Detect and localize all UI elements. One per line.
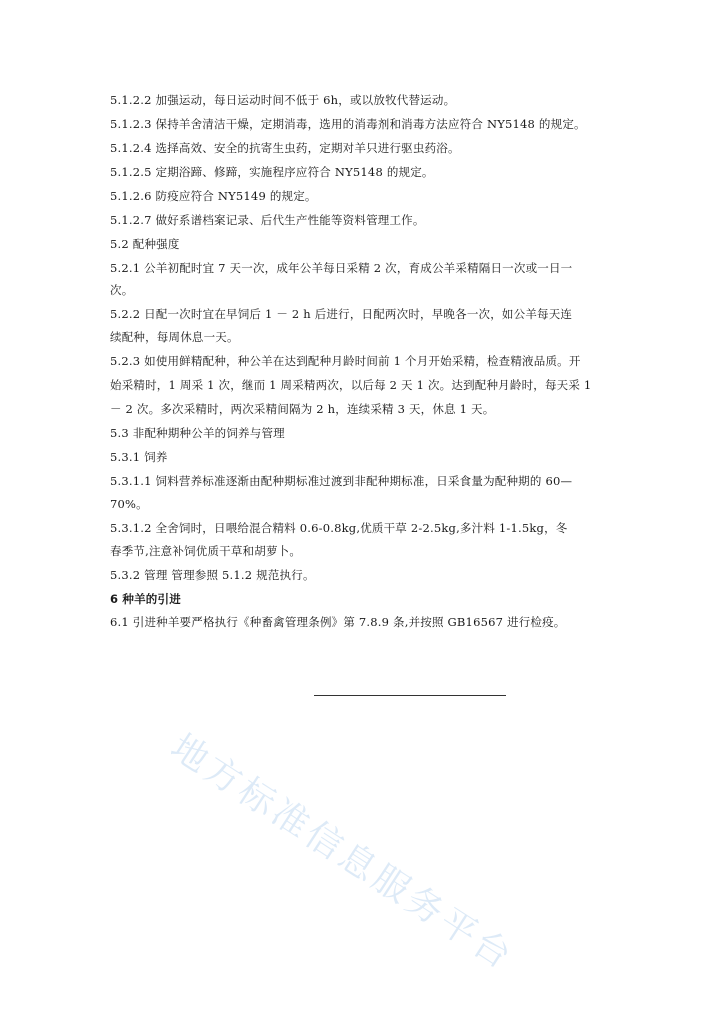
clause-5-2-3-line3: － 2 次。多次采精时，两次采精间隔为 2 h，连续采精 3 天，休息 1 天。 [110,402,495,416]
clause-5-1-2-2: 5.1.2.2 加强运动，每日运动时间不低于 6h，或以放牧代替运动。 [110,93,456,107]
watermark: 地方标准信息服务平台 [163,726,522,979]
clause-5-3-1-2-line1: 5.3.1.2 全舍饲时，日喂给混合精料 0.6-0.8kg,优质干草 2-2.5kg,多汁料 1-1.5kg，冬 [110,521,568,535]
clause-5-1-2-3: 5.1.2.3 保持羊舍清洁干燥，定期消毒，选用的消毒剂和消毒方法应符合 NY5148 的规定。 [110,117,586,131]
clause-5-1-2-6: 5.1.2.6 防疫应符合 NY5149 的规定。 [110,189,317,203]
section-6-heading: 6 种羊的引进 [110,592,181,606]
clause-5-2-3-line2: 始采精时，1 周采 1 次，继而 1 周采精两次，以后每 2 天 1 次。达到配种月龄时，每天采 1 [110,378,592,392]
clause-5-2-2-line1: 5.2.2 日配一次时宜在早饲后 1 － 2 h 后进行，日配两次时，早晚各一次，如公羊每天连 [110,307,573,321]
clause-5-1-2-4: 5.1.2.4 选择高效、安全的抗寄生虫药，定期对羊只进行驱虫药浴。 [110,141,460,155]
clause-5-3-1-1-line1: 5.3.1.1 饲料营养标准逐渐由配种期标准过渡到非配种期标准，日采食量为配种期的 60— [110,474,573,488]
clause-6-1: 6.1 引进种羊要严格执行《种畜禽管理条例》第 7.8.9 条,并按照 GB16567 进行检疫。 [110,615,566,629]
clause-5-2-2-line2: 续配种，每周休息一天。 [110,330,239,344]
section-5-2-heading: 5.2 配种强度 [110,237,180,251]
clause-5-1-2-5: 5.1.2.5 定期浴蹄、修蹄，实施程序应符合 NY5148 的规定。 [110,165,434,179]
clause-5-3-1-2-line2: 春季节,注意补饲优质干草和胡萝卜。 [110,544,302,558]
section-5-3-1-heading: 5.3.1 饲养 [110,450,168,464]
clause-5-1-2-7: 5.1.2.7 做好系谱档案记录、后代生产性能等资料管理工作。 [110,213,425,227]
clause-5-3-2: 5.3.2 管理 管理参照 5.1.2 规范执行。 [110,568,315,582]
clause-5-2-1-line1: 5.2.1 公羊初配时宜 7 天一次，成年公羊每日采精 2 次，育成公羊采精隔日一次或一日一 [110,261,573,275]
section-5-3-heading: 5.3 非配种期种公羊的饲养与管理 [110,426,285,440]
clause-5-2-3-line1: 5.2.3 如使用鲜精配种，种公羊在达到配种月龄时间前 1 个月开始采精，检查精液品质。开 [110,354,581,368]
clause-5-2-1-line2: 次。 [110,283,134,297]
end-rule [314,695,506,696]
clause-5-3-1-1-line2: 70%。 [110,497,148,511]
